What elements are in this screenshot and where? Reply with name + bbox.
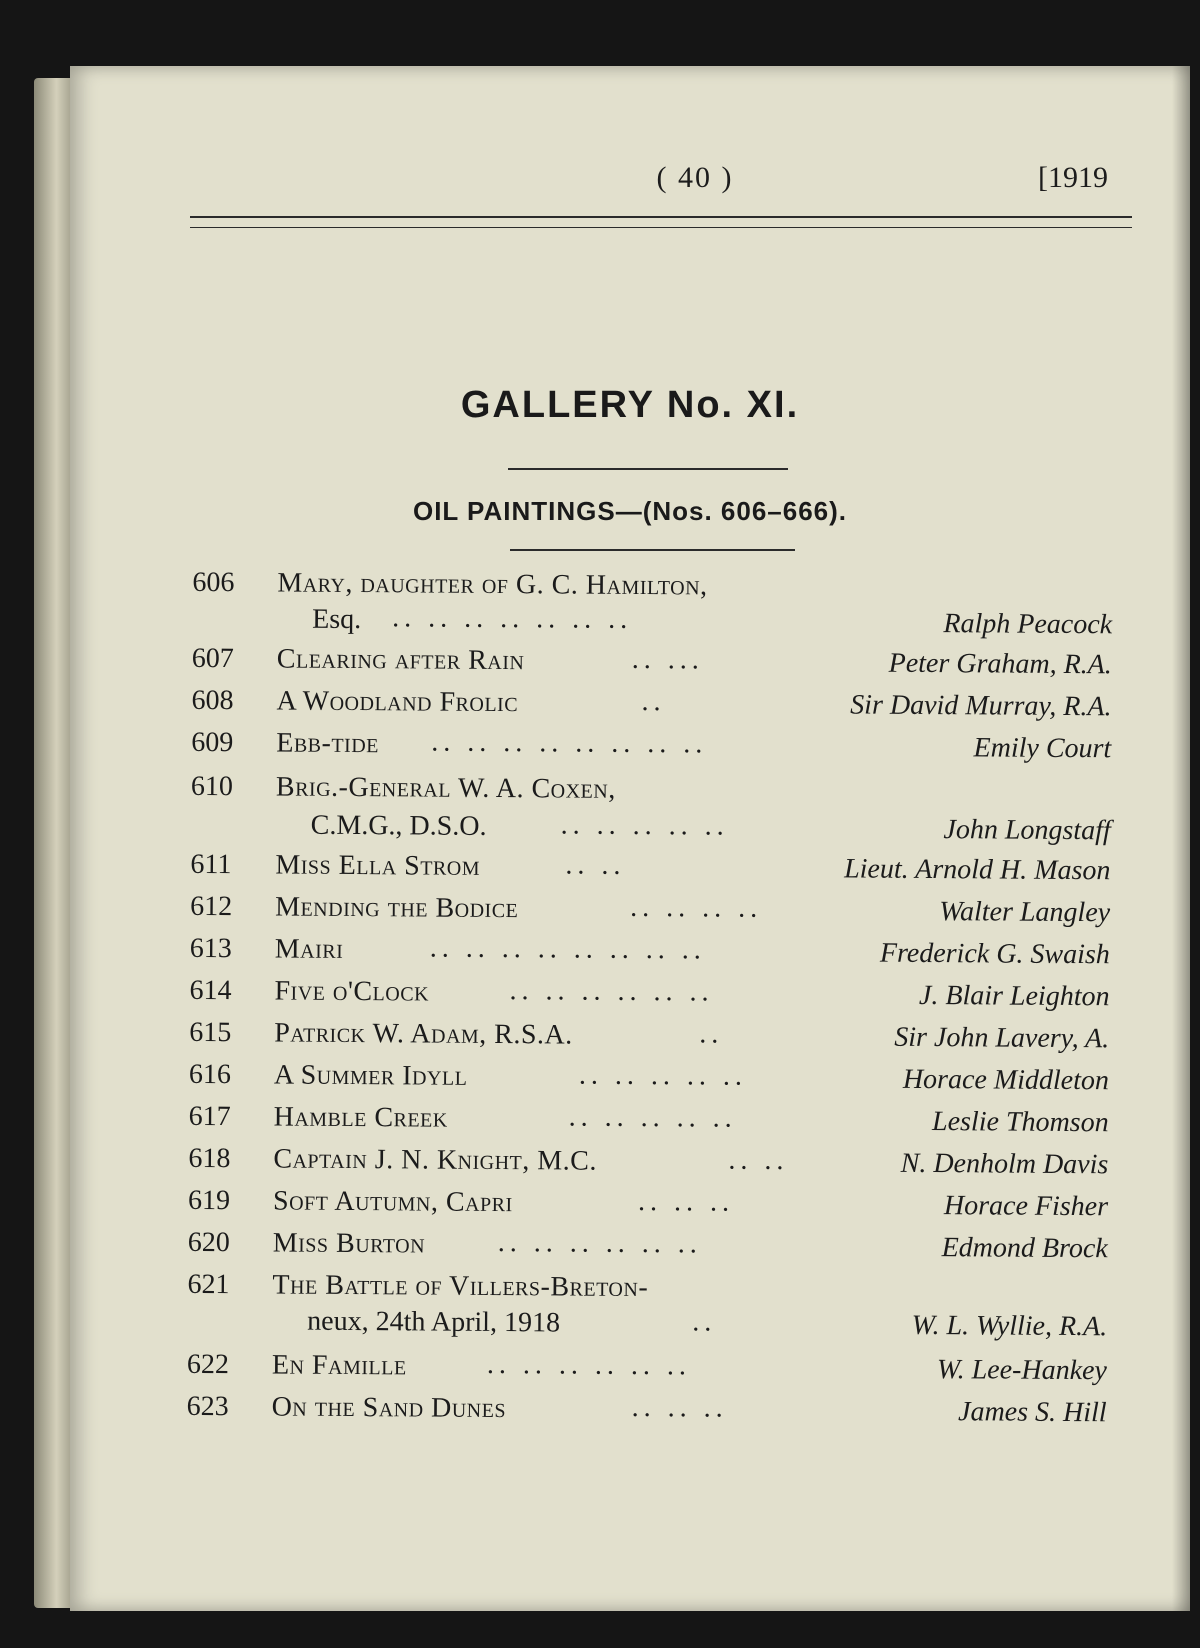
entry-artist: Frederick G. Swaish xyxy=(879,937,1110,971)
dot-leader: .. .. .. xyxy=(637,1185,735,1218)
entry-number: 622 xyxy=(186,1348,230,1381)
entry-number: 611 xyxy=(190,848,232,881)
entry-title: On the Sand Dunes xyxy=(271,1391,507,1425)
entry-artist: Sir David Murray, R.A. xyxy=(850,689,1112,723)
entry-title: Miss Burton xyxy=(272,1227,426,1260)
entry-number: 606 xyxy=(192,566,235,599)
gallery-title: GALLERY No. XI. xyxy=(460,384,800,426)
catalogue-entry xyxy=(186,1391,1106,1437)
dot-leader: .. .. .. xyxy=(631,1391,728,1424)
entry-title: Soft Autumn, Capri xyxy=(272,1185,513,1219)
entry-number: 614 xyxy=(189,974,232,1007)
entry-artist: Leslie Thomson xyxy=(931,1106,1109,1139)
catalogue-entries xyxy=(59,66,1190,1619)
running-year: [1919 xyxy=(1038,161,1108,194)
entry-title: Brig.-General W. A. Coxen, xyxy=(275,771,616,805)
dot-leader: .. .. .. .. .. .. xyxy=(497,1227,702,1260)
book-page xyxy=(70,66,1190,1611)
entry-artist: Walter Langley xyxy=(939,896,1111,929)
entry-title: Captain J. N. Knight, M.C. xyxy=(273,1143,598,1177)
entry-artist: Edmond Brock xyxy=(941,1232,1108,1265)
section-heading: OIL PAINTINGS—(Nos. 606–666). xyxy=(412,496,848,526)
entry-title: Miss Ella Strom xyxy=(275,849,481,882)
catalogue-entry xyxy=(189,975,1109,1021)
entry-artist: James S. Hill xyxy=(957,1396,1107,1429)
entry-number: 620 xyxy=(187,1226,230,1259)
catalogue-entry xyxy=(188,1101,1108,1147)
entry-title: En Famille xyxy=(271,1349,407,1382)
entry-title: A Woodland Frolic xyxy=(276,685,519,719)
entry-number: 618 xyxy=(188,1142,231,1175)
catalogue-entry-continued xyxy=(191,809,1111,855)
entry-artist: N. Denholm Davis xyxy=(900,1147,1109,1181)
entry-title: A Summer Idyll xyxy=(273,1059,468,1092)
entry-number: 615 xyxy=(189,1016,232,1049)
catalogue-entry xyxy=(187,1349,1107,1395)
entry-title: Hamble Creek xyxy=(273,1101,448,1134)
entry-title: Ebb-tide xyxy=(276,727,380,760)
catalogue-entry xyxy=(188,1227,1108,1273)
catalogue-entry xyxy=(192,643,1112,689)
dot-leader: .. .. xyxy=(565,849,626,881)
entry-title-continued: neux, 24th April, 1918 xyxy=(307,1305,561,1339)
dot-leader: .. .. .. .. .. .. xyxy=(486,1348,692,1382)
entry-number: 613 xyxy=(189,932,232,965)
catalogue-entry xyxy=(190,933,1110,979)
entry-artist: Horace Fisher xyxy=(943,1190,1109,1223)
catalogue-entry-continued xyxy=(192,603,1112,649)
catalogue-entry xyxy=(188,1143,1108,1189)
entry-artist: Ralph Peacock xyxy=(943,608,1113,641)
dot-leader: .. xyxy=(699,1018,724,1050)
dot-leader: .. .. .. .. .. .. .. .. xyxy=(429,932,706,966)
dot-leader: .. .. .. .. .. .. .. xyxy=(392,602,633,635)
catalogue-entry-continued xyxy=(187,1305,1107,1351)
entry-number: 608 xyxy=(191,684,234,717)
entry-artist: Horace Middleton xyxy=(902,1063,1110,1097)
entry-number: 617 xyxy=(188,1100,231,1133)
entry-artist: W. L. Wyllie, R.A. xyxy=(911,1309,1108,1343)
entry-artist: Emily Court xyxy=(973,732,1112,765)
dot-leader: .. ... xyxy=(631,643,704,676)
entry-title: The Battle of Villers-Breton- xyxy=(272,1269,649,1304)
entry-title-continued: C.M.G., D.S.O. xyxy=(310,809,487,842)
dot-leader: .. .. .. .. xyxy=(630,891,763,924)
catalogue-entry xyxy=(191,727,1111,773)
entry-number: 616 xyxy=(188,1058,232,1091)
entry-artist: John Longstaff xyxy=(943,814,1111,847)
catalogue-entry xyxy=(191,685,1111,731)
catalogue-entry xyxy=(190,891,1110,937)
entry-artist: Peter Graham, R.A. xyxy=(888,647,1112,681)
dot-leader: .. .. .. .. .. xyxy=(578,1059,748,1092)
entry-artist: Lieut. Arnold H. Mason xyxy=(844,853,1111,887)
dot-leader: .. .. .. .. .. .. .. .. xyxy=(431,726,708,760)
entry-number: 607 xyxy=(191,642,234,675)
catalogue-entry xyxy=(189,1017,1109,1063)
catalogue-entry xyxy=(189,1059,1109,1105)
entry-artist: J. Blair Leighton xyxy=(918,979,1110,1013)
dot-leader: .. .. .. .. .. xyxy=(560,809,729,842)
entry-artist: W. Lee-Hankey xyxy=(936,1354,1108,1387)
dot-leader: .. .. .. .. .. .. xyxy=(509,975,714,1008)
entry-title: Patrick W. Adam, R.S.A. xyxy=(274,1017,573,1051)
dot-leader: .. .. .. .. .. xyxy=(568,1101,737,1134)
entry-number: 610 xyxy=(190,770,234,803)
dot-leader: .. .. xyxy=(728,1144,789,1177)
entry-title: Five o'Clock xyxy=(274,975,430,1008)
entry-number: 609 xyxy=(191,726,234,759)
entry-number: 621 xyxy=(187,1268,230,1301)
catalogue-entry xyxy=(188,1185,1108,1231)
entry-title: Mending the Bodice xyxy=(275,891,519,925)
entry-artist: Sir John Lavery, A. xyxy=(894,1021,1110,1055)
catalogue-entry xyxy=(190,849,1110,895)
page-number: ( 40 ) xyxy=(656,161,734,194)
dot-leader: .. xyxy=(692,1306,717,1338)
entry-number: 619 xyxy=(187,1184,231,1217)
entry-number: 612 xyxy=(190,890,233,923)
dot-leader: .. xyxy=(641,686,666,718)
entry-title: Clearing after Rain xyxy=(276,643,525,677)
entry-title-continued: Esq. xyxy=(312,603,362,636)
entry-title: Mary, daughter of G. C. Hamilton, xyxy=(277,567,708,602)
entry-title: Mairi xyxy=(274,933,344,965)
entry-number: 623 xyxy=(186,1390,229,1423)
